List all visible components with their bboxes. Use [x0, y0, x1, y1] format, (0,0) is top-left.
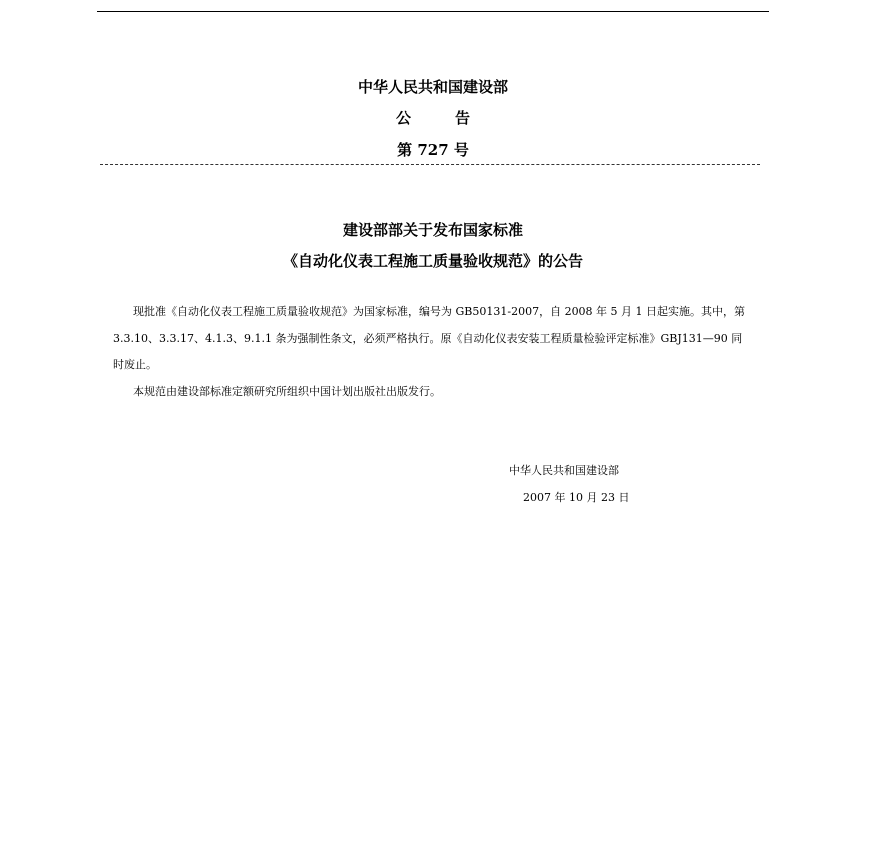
- document-title-line2: 《自动化仪表工程施工质量验收规范》的公告: [282, 252, 583, 270]
- document-title-line1: 建设部部关于发布国家标准: [342, 221, 523, 239]
- body-paragraph-1: 现批准《自动化仪表工程施工质量验收规范》为国家标准，编号为 GB50131-2007，自 2008 年 5 月 1 日起实施。其中，第 3.3.10、3.3.17、4.1.3、9.1.1 条为强制性条文，必须严格执行。原《自动化仪表安装工程质量检验评定标准》GBJ131—90 同时废止。: [113, 305, 746, 371]
- signature-date: 2007 年 10 月 23 日: [523, 491, 630, 504]
- notice-heading: 公告: [395, 109, 514, 127]
- notice-number: 第 727 号: [397, 141, 469, 159]
- body-paragraph-2: 本规范由建设部标准定额研究所组织中国计划出版社出版发行。: [133, 384, 441, 398]
- issuer-heading: 中华人民共和国建设部: [357, 78, 508, 96]
- top-rule: [97, 11, 769, 12]
- dashed-divider: [100, 164, 760, 165]
- signature-org: 中华人民共和国建设部: [509, 464, 619, 477]
- notice-body: [113, 299, 749, 405]
